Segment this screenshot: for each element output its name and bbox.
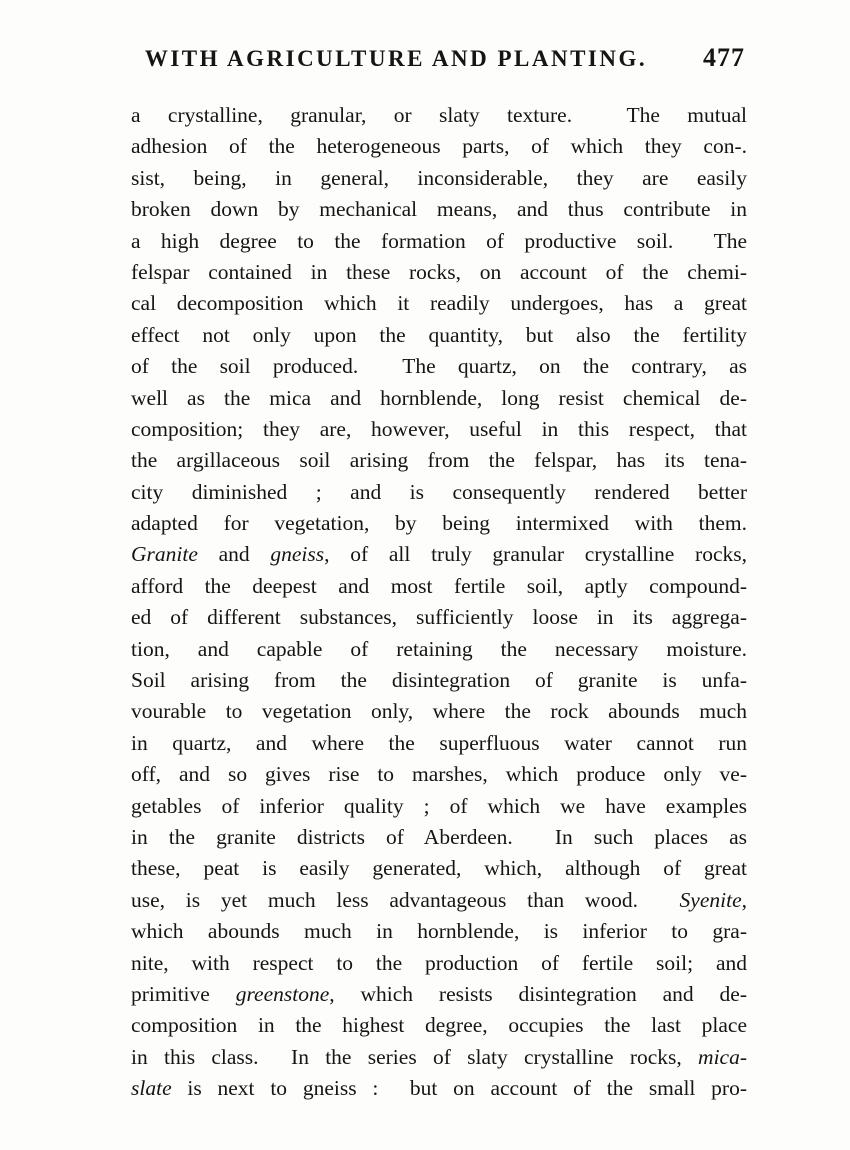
text-line [131,634,747,665]
text-segment: city diminished ; and is consequently rendered better [131,479,747,504]
text-line [131,791,747,822]
text-segment: Soil arising from the disintegration of granite is unfa- [131,668,747,693]
text-segment: nite, with respect to the production of fertile soil; and [131,950,747,975]
running-header-title: WITH AGRICULTURE AND PLANTING. [144,46,648,71]
italic-text-segment: gneiss [270,542,325,567]
text-segment: adhesion of the heterogeneous parts, of which they con-. [131,134,747,159]
text-segment: tion, and capable of retaining the necessary moisture. [131,636,747,661]
text-line [131,288,747,319]
text-line [131,602,747,633]
text-line [131,1073,747,1104]
text-line [131,979,747,1010]
text-line [131,445,747,476]
text-segment: the argillaceous soil arising from the felspar, has its tena- [131,448,747,473]
text-segment: cal decomposition which it readily undergoes, has a great [131,291,747,316]
text-line [131,100,747,131]
text-segment: which abounds much in hornblende, is inferior to gra- [131,919,747,944]
text-line [131,1010,747,1041]
text-segment: a high degree to the formation of productive soil. The [131,228,747,253]
text-line [131,759,747,790]
text-segment: a crystalline, granular, or slaty texture. The mutual [131,103,747,127]
text-line [131,131,747,162]
text-line [131,822,747,853]
text-segment: felspar contained in these rocks, on account of the chemi- [131,259,747,284]
text-segment: composition; they are, however, useful in this respect, that [131,416,747,441]
text-segment: adapted for vegetation, by being intermixed with them. [131,511,747,536]
italic-text-segment: Granite [131,542,198,567]
text-segment: , [741,887,747,912]
text-segment: of the soil produced. The quartz, on the contrary, as [131,354,747,379]
text-segment: , of all truly granular crystalline rocks, [324,542,747,567]
text-line [131,477,747,508]
italic-text-segment: Syenite [679,887,742,912]
text-segment: well as the mica and hornblende, long resist chemical de- [131,385,747,410]
text-line [131,853,747,884]
running-header [130,43,747,78]
text-line [131,320,747,351]
text-segment: , which resists disintegration and de- [329,981,747,1006]
text-segment: in the granite districts of Aberdeen. In such places as [131,824,747,849]
text-segment: in this class. In the series of slaty crystalline rocks, [131,1044,699,1069]
text-line [131,571,747,602]
text-line [131,508,747,539]
text-line [131,1042,747,1073]
italic-text-segment: slate [131,1076,172,1101]
text-line [131,163,747,194]
text-segment: vourable to vegetation only, where the rock abounds much [131,699,747,724]
text-segment: off, and so gives rise to marshes, which produce only ve- [131,762,747,787]
text-segment: in quartz, and where the superfluous water cannot run [131,730,747,755]
text-line [131,948,747,979]
text-line [131,885,747,916]
text-line [131,665,747,696]
text-line [131,728,747,759]
text-segment: getables of inferior quality ; of which we have examples [131,793,747,818]
text-segment: sist, being, in general, inconsiderable, they are easily [131,165,747,190]
text-segment: afford the deepest and most fertile soil, aptly compound- [131,573,747,598]
text-line [131,257,747,288]
text-line [131,414,747,445]
body-text [131,100,747,1105]
text-line [131,696,747,727]
italic-text-segment: greenstone [235,981,330,1006]
text-line [131,539,747,570]
text-segment: composition in the highest degree, occupies the last place [131,1013,747,1038]
text-line [131,226,747,257]
text-line [131,916,747,947]
text-segment: use, is yet much less advantageous than wood. [131,887,680,912]
text-segment: broken down by mechanical means, and thus contribute in [131,197,747,222]
text-segment: primitive [131,981,236,1006]
text-segment: and [197,542,271,567]
text-segment: these, peat is easily generated, which, although of great [131,856,747,881]
page-number: 477 [703,43,745,72]
text-segment: is next to gneiss : but on account of the small pro- [171,1076,747,1101]
italic-text-segment: mica- [698,1044,747,1069]
text-line [131,383,747,414]
text-segment: ed of different substances, sufficiently loose in its aggrega- [131,605,747,630]
text-line [131,194,747,225]
text-segment: effect not only upon the quantity, but also the fertility [131,322,747,347]
text-line [131,351,747,382]
